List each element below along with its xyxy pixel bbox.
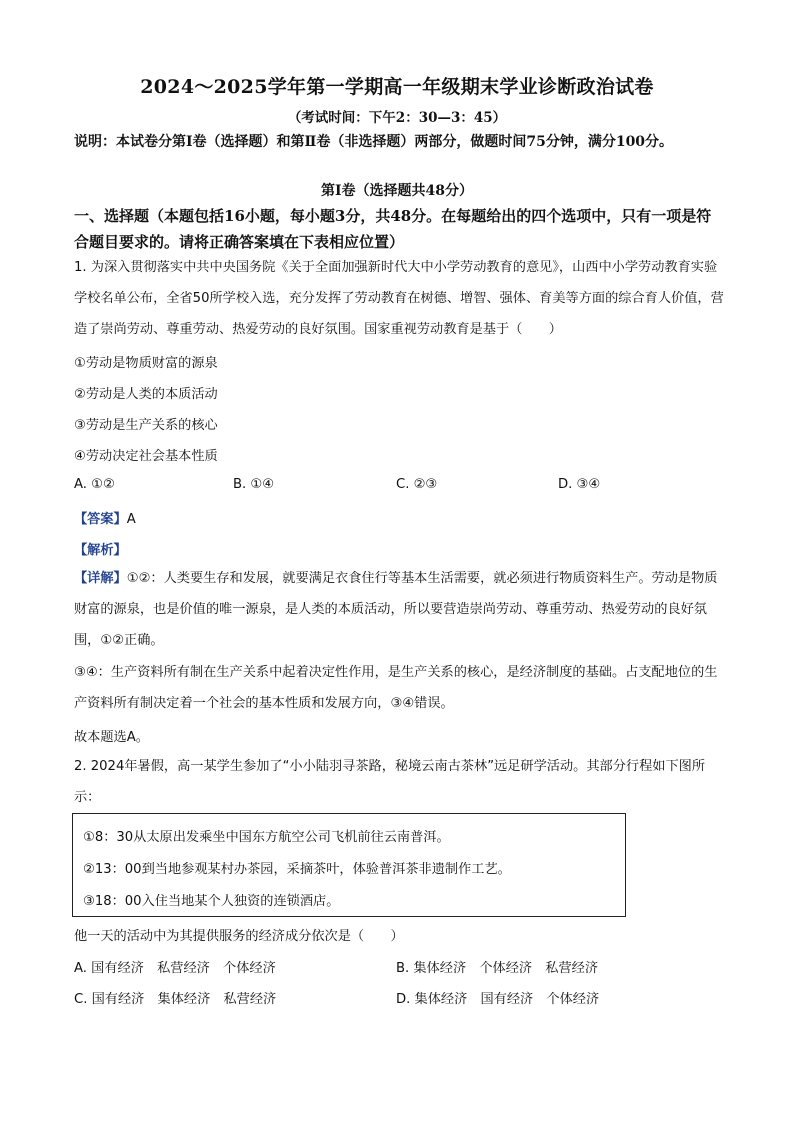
schedule-item-2: ②13：00到当地参观某村办茶园，采摘茶叶，体验普洱茶非遗制作工艺。	[83, 862, 511, 877]
exam-title: 2024～2025学年第一学期高一年级期末学业诊断政治试卷	[140, 76, 654, 98]
q2-question: 他一天的活动中为其提供服务的经济成分依次是（ ）	[74, 929, 404, 944]
q1-option-d: D. ③④	[558, 477, 601, 492]
q2-option-b: B. 集体经济 个体经济 私营经济	[396, 961, 599, 976]
q1-stem: 1. 为深入贯彻落实中共中央国务院《关于全面加强新时代大中小学劳动教育的意见》，山西中小学劳动教育实验学校名单公布，全省50所学校入选，充分发挥了劳动教育在树德、增智、强体、育美等方面的综合育人价值，营造了崇尚劳动、尊重劳动、热爱劳动的良好氛围。国家重视劳动教育是基于（ ）	[74, 260, 724, 337]
analysis-label: 【解析】	[74, 543, 127, 558]
q1-option-c: C. ②③	[396, 477, 438, 492]
q1-detail-1	[74, 563, 724, 656]
q2-option-d: D. 集体经济 国有经济 个体经济	[396, 992, 600, 1007]
exam-instructions: 说明：本试卷分第Ⅰ卷（选择题）和第Ⅱ卷（非选择题）两部分，做题时间75分钟，满分100分。	[74, 134, 674, 150]
q1-detail-2: ③④：生产资料所有制在生产关系中起着决定性作用，是生产关系的核心，是经济制度的基础。占支配地位的生产资料所有制决定着一个社会的基本性质和发展方向，③④错误。	[74, 665, 718, 711]
q1-conclusion: 故本题选A。	[74, 730, 149, 745]
q1-option-b: B. ①④	[233, 477, 275, 492]
part-heading: 第Ⅰ卷（选择题共48分）	[320, 183, 474, 199]
q1-item-2: ②劳动是人类的本质活动	[74, 387, 218, 402]
section-heading: 一、选择题（本题包括16小题，每小题3分，共48分。在每题给出的四个选项中，只有一项是符合题目要求的。请将正确答案填在下表相应位置）	[74, 207, 712, 251]
q1-option-a: A. ①②	[74, 477, 115, 492]
q2-schedule-box	[72, 813, 626, 917]
q1-answer	[74, 508, 136, 527]
q1-item-3: ③劳动是生产关系的核心	[74, 418, 218, 433]
q1-item-1: ①劳动是物质财富的源泉	[74, 356, 218, 371]
q1-item-4: ④劳动决定社会基本性质	[74, 449, 218, 464]
detail-label: 【详解】	[74, 571, 127, 586]
q1-analysis	[74, 539, 127, 558]
q2-option-a: A. 国有经济 私营经济 个体经济	[74, 961, 276, 976]
schedule-item-3: ③18：00入住当地某个人独资的连锁酒店。	[83, 894, 340, 909]
exam-time: （考试时间：下午2：30—3：45）	[287, 110, 507, 126]
answer-value: A	[126, 512, 136, 527]
schedule-item-1: ①8：30从太原出发乘坐中国东方航空公司飞机前往云南普洱。	[83, 830, 450, 845]
q2-option-c: C. 国有经济 集体经济 私营经济	[74, 992, 277, 1007]
answer-label: 【答案】	[74, 512, 127, 527]
q2-stem: 2. 2024年暑假，高一某学生参加了“小小陆羽寻茶路，秘境云南古茶林”远足研学活动。其部分行程如下图所示：	[74, 759, 706, 805]
detail-text-1: ①②：人类要生存和发展，就要满足衣食住行等基本生活需要，就必须进行物质资料生产。劳动是物质财富的源泉，也是价值的唯一源泉，是人类的本质活动，所以要营造崇尚劳动、尊重劳动、热爱劳动的良好氛围，①②正确。	[74, 571, 718, 648]
